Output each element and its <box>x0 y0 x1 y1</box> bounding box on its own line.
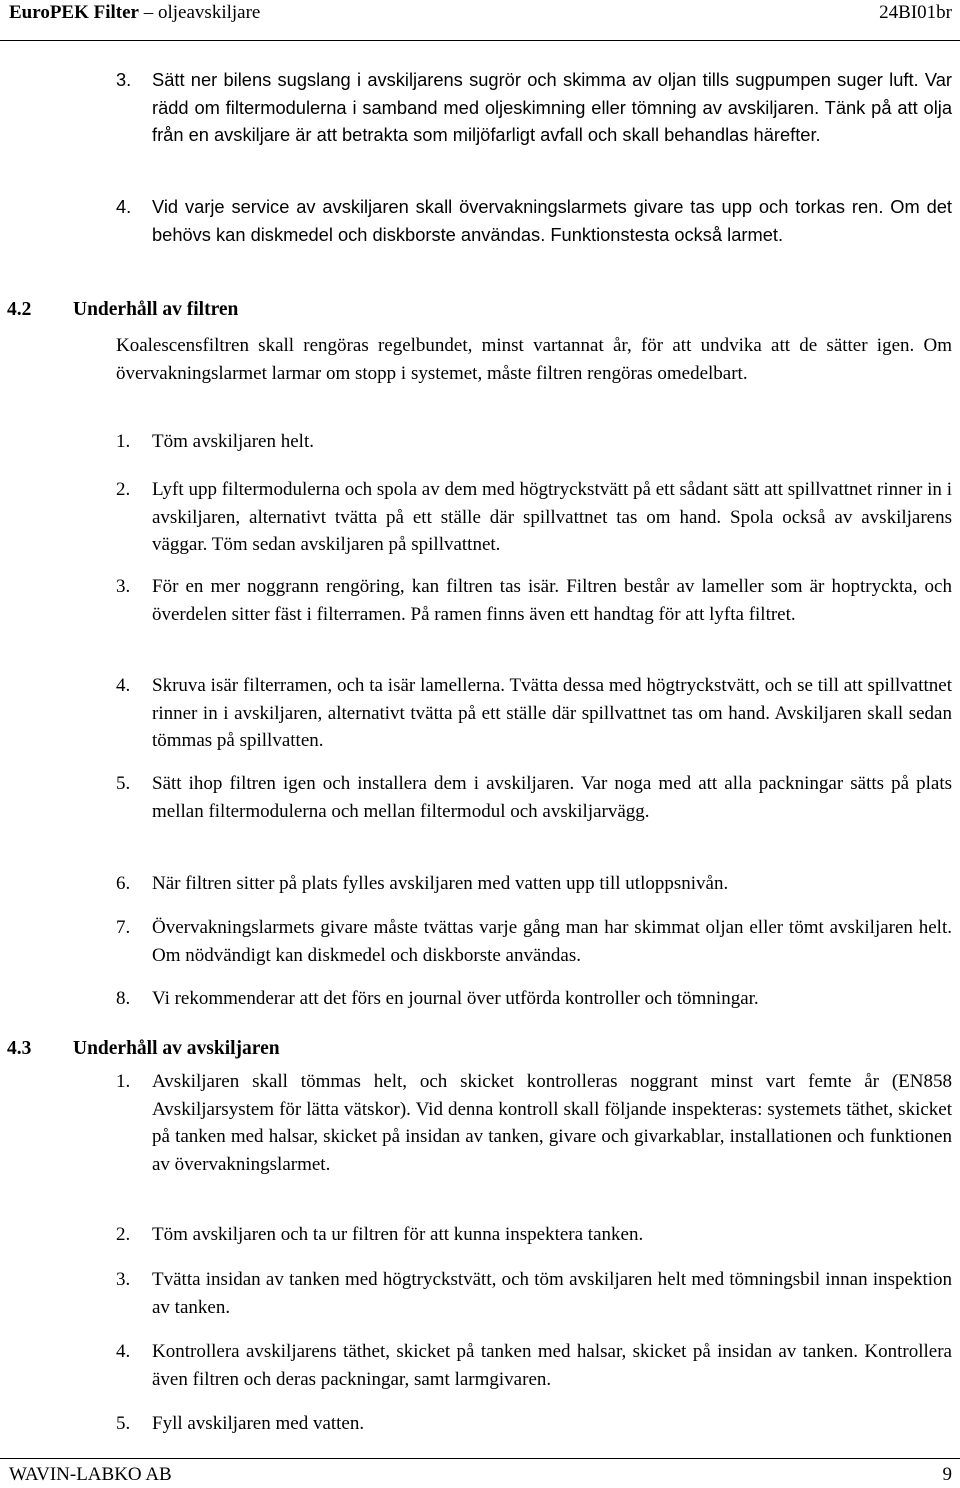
list-item-text: När filtren sitter på plats fylles avskiljaren med vatten upp till utloppsnivån. <box>152 873 729 894</box>
list-item-text: Lyft upp filtermodulerna och spola av dem med högtryckstvätt på ett sådant sätt att spillvattnet rinner in i avskiljaren, alternativt tvätta på ett ställe där spillvattnet tas om hand. Spola också av avskiljarens väggar. Töm sedan avskiljaren på spillvattnet. <box>152 479 952 555</box>
list-item-text: Tvätta insidan av tanken med högtryckstvätt, och töm avskiljaren helt med tömningsbil innan inspektion av tanken. <box>152 1269 952 1318</box>
list-item-number: 4. <box>116 1341 131 1362</box>
list-item-number: 3. <box>116 576 131 597</box>
list-item <box>116 770 952 825</box>
page-footer <box>0 1458 960 1488</box>
list-item-text: Vid varje service av avskiljaren skall övervakningslarmets givare tas upp och torkas ren. Om det behövs kan diskmedel och diskborste användas. Funktionstesta också larmet. <box>152 196 952 245</box>
list-item-number: 4. <box>116 675 131 696</box>
list-item-number: 3. <box>116 69 132 90</box>
list-item <box>116 1068 952 1178</box>
list-item-number: 2. <box>116 1224 131 1245</box>
list-item-number: 5. <box>116 773 131 794</box>
header-title <box>9 2 260 24</box>
list-item-text: Skruva isär filterramen, och ta isär lamellerna. Tvätta dessa med högtryckstvätt, och se till att spillvattnet rinner in i avskiljaren, alternativt tvätta på ett ställe där spillvattnet tas om hand. Avskiljaren skall sedan tömmas på spillvatten. <box>152 675 952 751</box>
list-item-text: Fyll avskiljaren med vatten. <box>152 1413 365 1434</box>
list-item-text: Övervakningslarmets givare måste tvättas varje gång man har skimmat oljan eller tömt avskiljaren helt. Om nödvändigt kan diskmedel och diskborste användas. <box>152 917 952 966</box>
section-number: 4.2 <box>7 299 32 320</box>
list-item-text: Sätt ner bilens sugslang i avskiljarens sugrör och skimma av oljan tills sugpumpen suger luft. Var rädd om filtermodulerna i samband med oljeskimning eller tömning av avskiljaren. Tänk på att olja från en avskiljare är att betrakta som miljöfarligt avfall och skall behandlas härefter. <box>152 69 952 145</box>
list-item-text: Sätt ihop filtren igen och installera dem i avskiljaren. Var noga med att alla packningar sätts på plats mellan filtermodulerna och mellan filtermodul och avskiljarvägg. <box>152 773 952 822</box>
footer-company: WAVIN-LABKO AB <box>9 1464 172 1485</box>
section-title: Underhåll av avskiljaren <box>73 1038 280 1059</box>
header-product: oljeavskiljare <box>158 2 261 23</box>
list-item <box>116 1338 952 1393</box>
list-item-number: 1. <box>116 431 131 452</box>
list-item-number: 2. <box>116 479 131 500</box>
list-item-text: Vi rekommenderar att det förs en journal över utförda kontroller och tömningar. <box>152 988 759 1009</box>
list-item-text: Avskiljaren skall tömmas helt, och skicket kontrolleras noggrant minst vart femte år (EN858 Avskiljarsystem för lätta vätskor). Vid denna kontroll skall följande inspekteras: systemets täthet, skicket på tanken med halsar, skicket på insidan av tanken, givare och givarkablar, installationen och funktionen av övervakningslarmet. <box>152 1071 952 1175</box>
list-item <box>116 476 952 559</box>
header-brand: EuroPEK Filter <box>9 2 139 23</box>
header-separator: – <box>139 2 158 23</box>
list-item-number: 6. <box>116 873 131 894</box>
list-item <box>116 1266 952 1321</box>
page-number: 9 <box>942 1464 952 1485</box>
list-item-number: 7. <box>116 917 131 938</box>
list-item-text: Kontrollera avskiljarens täthet, skicket på tanken med halsar, skicket på insidan av tanken. Kontrollera även filtren och deras packningar, samt larmgivaren. <box>152 1341 952 1390</box>
list-item <box>116 66 952 149</box>
list-item <box>116 870 952 898</box>
list-item <box>116 672 952 755</box>
list-item <box>116 914 952 969</box>
list-item-number: 4. <box>116 196 132 217</box>
list-item <box>116 985 952 1013</box>
list-item-number: 8. <box>116 988 131 1009</box>
list-item-text: Töm avskiljaren helt. <box>152 431 314 452</box>
list-item <box>116 1410 952 1438</box>
list-item <box>116 1221 952 1249</box>
list-item-number: 3. <box>116 1269 131 1290</box>
list-item <box>116 573 952 628</box>
list-item-text: För en mer noggrann rengöring, kan filtren tas isär. Filtren består av lameller som är hoptryckta, och överdelen sitter fäst i filterramen. På ramen finns även ett handtag för att lyfta filtret. <box>152 576 952 625</box>
list-item-number: 1. <box>116 1071 131 1092</box>
header-doc-code: 24BI01br <box>879 2 952 23</box>
list-item-text: Töm avskiljaren och ta ur filtren för att kunna inspektera tanken. <box>152 1224 644 1245</box>
page-header <box>0 0 960 41</box>
section-intro-paragraph: Koalescensfiltren skall rengöras regelbundet, minst vartannat år, för att undvika att de sätter igen. Om övervakningslarmet larmar om stopp i systemet, måste filtren rengöras omedelbart. <box>116 335 952 384</box>
list-item <box>116 428 952 456</box>
list-item <box>116 193 952 248</box>
section-number: 4.3 <box>7 1038 32 1059</box>
section-title: Underhåll av filtren <box>73 299 239 320</box>
list-item-number: 5. <box>116 1413 131 1434</box>
